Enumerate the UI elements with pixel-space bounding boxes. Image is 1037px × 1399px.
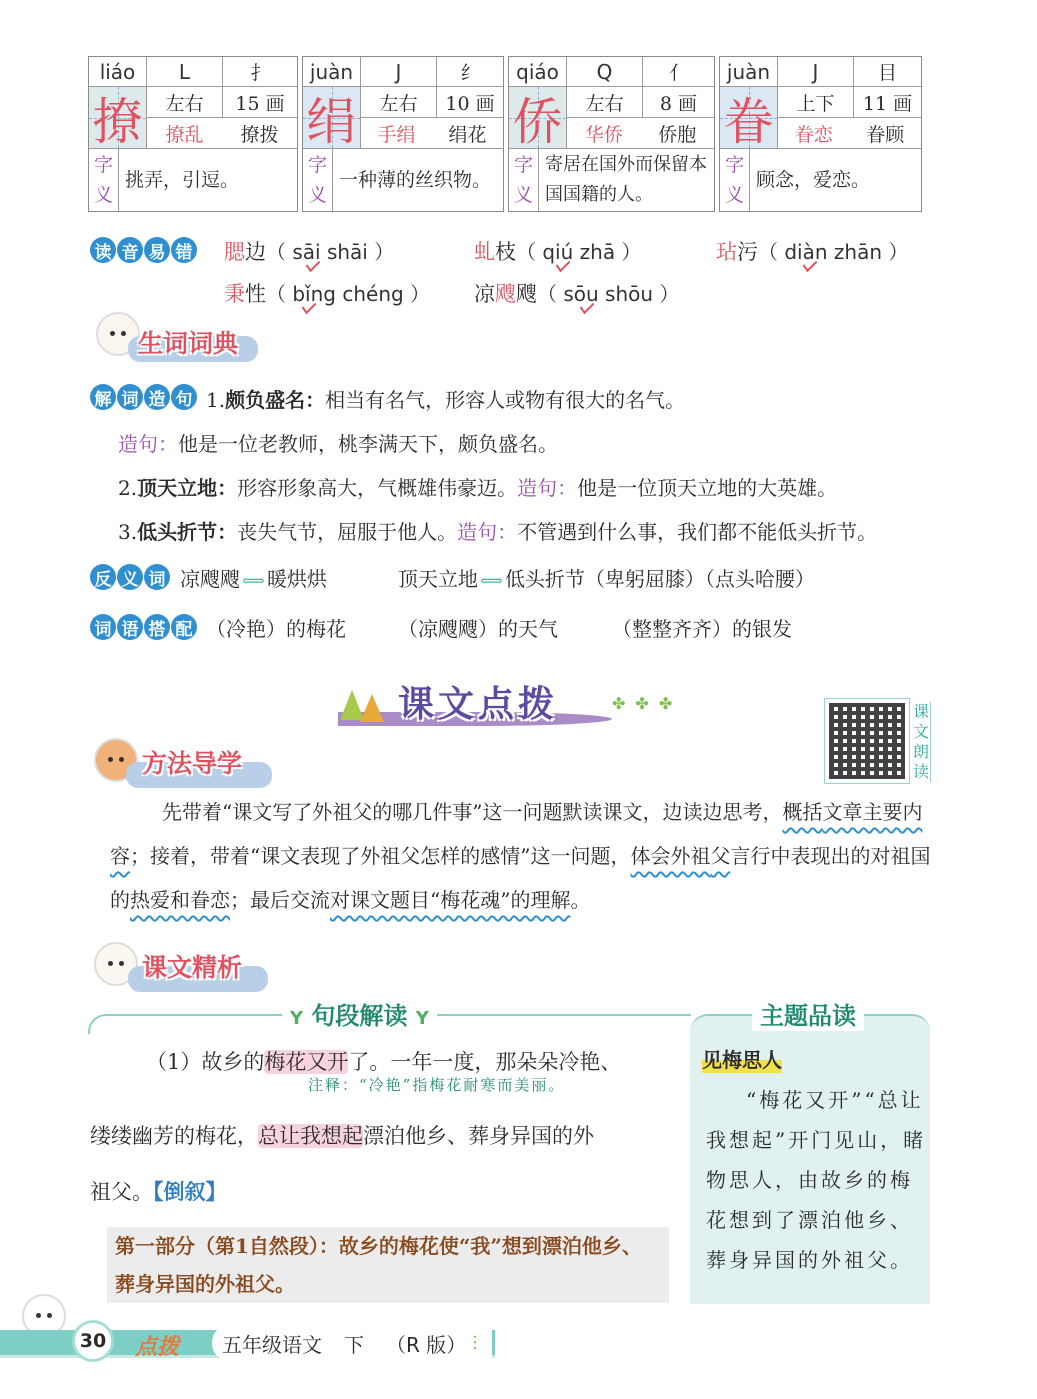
passage-note: 注释：“冷艳”指梅花耐寒而美丽。 [308, 1076, 566, 1094]
card-strokes: 15 画 [223, 87, 297, 118]
card-meaning [89, 149, 297, 211]
passage-line-1: （1）故乡的梅花又开了。一年一度，那朵朵冷艳、 [146, 1050, 622, 1074]
meaning-label: 字 义 [303, 149, 333, 211]
card-words [778, 118, 921, 149]
card-word-2: 眷顾 [866, 123, 905, 146]
passage-line-3: 祖父。【倒叙】 [90, 1180, 227, 1204]
card-word-2: 绢花 [448, 123, 487, 146]
vocab-section-title: 生词词典 [138, 329, 239, 358]
flashback-tag: 【倒叙】 [153, 1180, 227, 1204]
pronunciation-item: 玷污（ diàn zhān ） [716, 240, 909, 264]
method-paragraph: 先带着“课文写了外祖父的哪几件事”这一问题默读课文，边读边思考，概括文章主要内容；接着，带着“课文表现了外祖父怎样的感情”这一问题，体会外祖父言行中表现出的对祖国的热爱和眷恋；最后交流对课文题目“梅花魂”的理解。 [110, 800, 931, 912]
pronunciation-badge: 读 音 易 错 [90, 237, 197, 263]
sprout-icon: ✤✤✤ [612, 694, 683, 713]
card-pinyin: qiáo [509, 57, 567, 87]
card-structure: 左右 [147, 87, 223, 118]
card-initial: L [147, 57, 223, 87]
card-strokes: 11 画 [854, 87, 921, 118]
card-word-2: 撩拨 [240, 123, 279, 146]
pronunciation-item: 腮边（ sāi shāi ） [224, 240, 395, 264]
card-word-2: 侨胞 [658, 123, 697, 146]
page-number: 30 [72, 1320, 114, 1362]
card-radical: 纟 [437, 57, 503, 87]
theme-text: “梅花又开”“总让我想起”开门见山，睹物思人，由故乡的梅花想到了漂泊他乡、葬身异国的外祖父。 [706, 1088, 927, 1272]
meaning-text: 一种薄的丝织物。 [339, 169, 492, 191]
card-initial: J [778, 57, 854, 87]
theme-title: 主题品读 [752, 996, 864, 1031]
sprout-icon: Y [290, 1008, 304, 1029]
antonym-pair-2: 顶天立地 ⟺ 低头折节（卑躬屈膝）（点头哈腰） [398, 567, 815, 591]
meaning-label: 字 义 [89, 149, 119, 211]
card-radical: 目 [854, 57, 921, 87]
card-strokes: 10 画 [437, 87, 503, 118]
card-character: 绢 [303, 87, 361, 149]
card-word-1: 华侨 [584, 123, 623, 146]
card-structure: 上下 [778, 87, 854, 118]
qr-label: 课 文 朗 读 [913, 702, 930, 781]
card-pinyin: juàn [720, 57, 778, 87]
meaning-text: 顾念，爱恋。 [756, 169, 871, 191]
meaning-label: 字 义 [509, 149, 539, 211]
card-words [567, 118, 714, 149]
tree-icon [360, 694, 384, 722]
character-card [302, 56, 504, 212]
double-arrow-icon: ⟺ [242, 571, 265, 590]
section-summary: 第一部分（第1自然段）：故乡的梅花使“我”想到漂泊他乡、葬身异国的外祖父。 [107, 1227, 669, 1303]
sprout-icon: Y [415, 1008, 429, 1029]
card-pinyin: juàn [303, 57, 361, 87]
antonym-pair-1: 凉飕飕 ⟺ 暖烘烘 [180, 567, 327, 591]
card-word-1: 眷恋 [794, 123, 833, 146]
vocab-entry-1: 1.颇负盛名：相当有名气，形容人或物有很大的名气。 [206, 388, 686, 412]
card-word-1: 撩乱 [165, 123, 204, 146]
bamboo-icon: ⫶ [472, 1331, 478, 1355]
double-arrow-icon: ⟺ [480, 571, 503, 590]
card-word-1: 手绢 [377, 123, 416, 146]
footer-brand: 点拨 [135, 1334, 180, 1360]
card-structure: 左右 [567, 87, 643, 118]
card-pinyin: liáo [89, 57, 147, 87]
card-radical: 扌 [223, 57, 297, 87]
theme-subtitle: 见梅思人 [702, 1044, 782, 1073]
character-card [88, 56, 298, 212]
pronunciation-item: 凉飕飕（ sōu shōu ） [474, 282, 680, 306]
card-character: 侨 [509, 87, 567, 149]
collocation-2: （凉飕飕）的天气 [398, 617, 558, 641]
passage-line-2: 缕缕幽芳的梅花，总让我想起漂泊他乡、葬身异国的外 [90, 1124, 594, 1148]
pronunciation-item: 虬枝（ qiú zhā ） [474, 240, 642, 264]
card-words [361, 118, 503, 149]
card-meaning [303, 149, 503, 211]
lesson-banner-title: 课文点拨 [398, 684, 559, 725]
card-structure: 左右 [361, 87, 437, 118]
card-initial: Q [567, 57, 643, 87]
collocation-3: （整整齐齐）的银发 [612, 617, 792, 641]
vocab-entry-3: 3.低头折节：丧失气节，屈服于他人。造句：不管遇到什么事，我们都不能低头折节。 [118, 520, 878, 544]
meaning-text: 寄居在国外而保留本国国籍的人。 [545, 154, 707, 205]
meaning-label: 字 义 [720, 149, 750, 211]
card-initial: J [361, 57, 437, 87]
card-meaning [509, 149, 714, 211]
character-card [719, 56, 922, 212]
card-radical: 亻 [643, 57, 714, 87]
character-cards [88, 56, 922, 212]
method-section-title: 方法导学 [142, 749, 243, 778]
footer-book-title: 五年级语文 下 （R 版） ⫶ [212, 1326, 492, 1360]
card-character: 撩 [89, 87, 147, 149]
card-meaning [720, 149, 921, 211]
card-words [147, 118, 297, 149]
character-card [508, 56, 715, 212]
explain-badge: 解 词 造 句 [90, 384, 197, 410]
pronunciation-item: 秉性（ bǐng chéng ） [224, 282, 431, 306]
vocab-entry-2: 2.顶天立地：形容形象高大，气概雄伟豪迈。造句：他是一位顶天立地的大英雄。 [118, 476, 838, 500]
card-strokes: 8 画 [643, 87, 714, 118]
vocab-example-1: 造句：他是一位老教师，桃李满天下，颇负盛名。 [118, 432, 558, 456]
qr-code[interactable] [824, 698, 910, 784]
analysis-section-title: 课文精析 [142, 953, 243, 982]
meaning-text: 挑弄，引逗。 [125, 169, 240, 191]
antonym-badge: 反 义 词 [90, 564, 170, 590]
segment-title: Y 句段解读 Y [282, 996, 437, 1031]
card-character: 眷 [720, 87, 778, 149]
collocation-badge: 词 语 搭 配 [90, 614, 197, 640]
collocation-1: （冷艳）的梅花 [206, 617, 346, 641]
